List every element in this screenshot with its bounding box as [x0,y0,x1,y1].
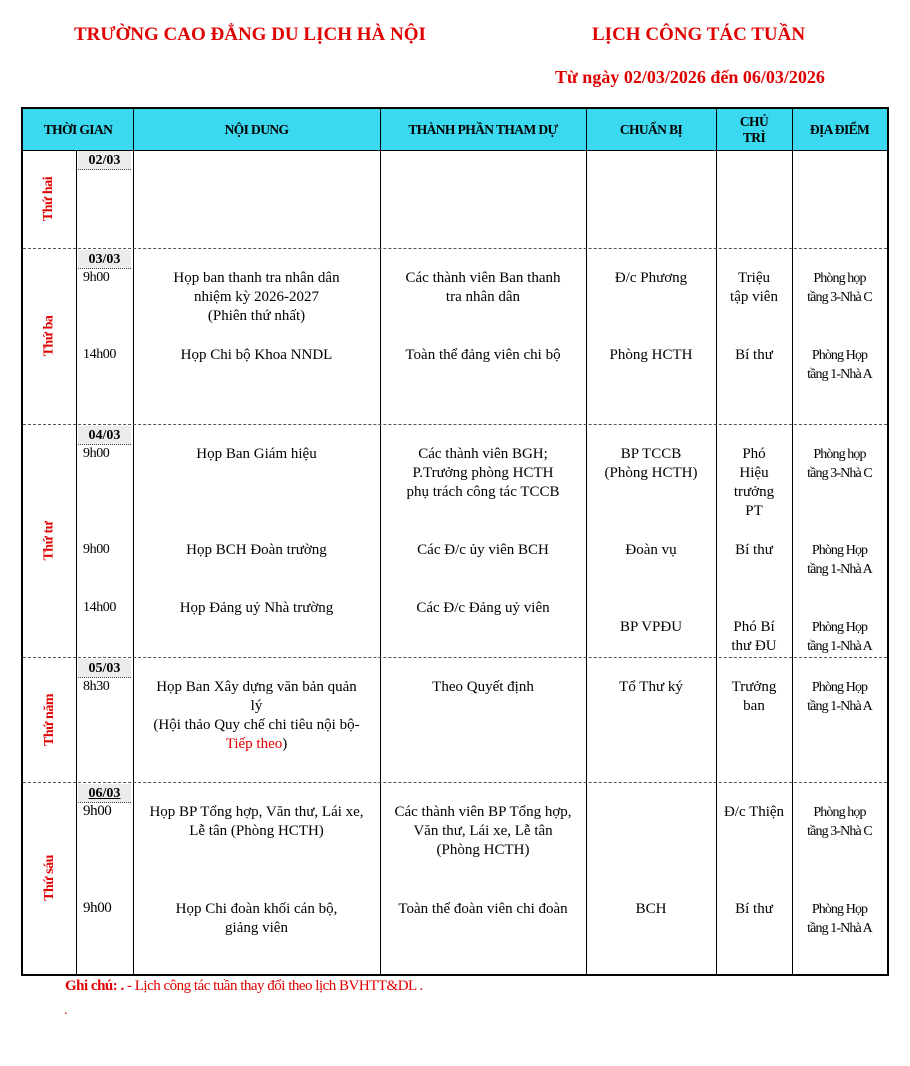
date-tuesday: 03/03 [78,250,131,269]
event-location: Phòng Họp tầng 1-Nhà A [807,543,872,577]
col-header-participants: THÀNH PHẦN THAM DỰ [408,121,558,137]
footnote-dot: . [64,1003,68,1018]
event-content: Họp BCH Đoàn trường [186,542,327,558]
date-friday: 06/03 [78,784,131,803]
date-wednesday: 04/03 [78,426,131,445]
event-time: 8h30 [83,679,110,694]
day-label-monday: Thứ hai [41,176,57,222]
day-label-thursday: Thứ năm [41,693,57,746]
footnote [65,978,423,995]
event-participants: Các thành viên BP Tổng hợp, Văn thư, Lái xe, Lễ tân (Phòng HCTH) [394,804,572,858]
table-header-row [23,109,887,151]
event-participants: Các thành viên BGH; P.Trưởng phòng HCTH phụ trách công tác TCCB [406,446,560,500]
event-content: Họp Chi đoàn khối cán bộ, giảng viên [175,901,338,936]
event-prepare: BP TCCB (Phòng HCTH) [604,446,698,481]
event-content: Họp Chi bộ Khoa NNDL [180,347,333,363]
day-separator [23,782,887,783]
event-prepare: Đ/c Phương [614,270,688,286]
col-header-chair [716,109,792,150]
event-participants: Các Đ/c Đảng uỷ viên [416,600,550,616]
event-time: 14h00 [83,347,117,362]
event-content: Họp BP Tổng hợp, Văn thư, Lái xe, Lễ tân (Phòng HCTH) [149,804,364,839]
event-content: Họp Ban Xây dựng văn bản quản lý (Hội thảo Quy chế chi tiêu nội bộ- Tiếp theo) [153,679,360,752]
event-prepare: Đoàn vụ [625,542,677,558]
school-name: TRƯỜNG CAO ĐẲNG DU LỊCH HÀ NỘI [74,24,426,45]
event-participants: Toàn thể đảng viên chi bộ [405,347,561,363]
event-location: Phòng Họp tầng 1-Nhà A [807,902,872,936]
event-participants: Các thành viên Ban thanh tra nhân dân [405,270,561,305]
footnote-text: - Lịch công tác tuần thay đổi theo lịch BVHTT&DL . [123,978,423,994]
event-content: Họp Đảng uỷ Nhà trường [179,600,334,616]
date-range: Từ ngày 02/03/2026 đến 06/03/2026 [555,67,825,87]
event-location: Phòng họp tầng 3-Nhà C [807,271,872,305]
event-chair: Triệu tập viên [730,270,778,305]
event-prepare: Phòng HCTH [609,347,693,363]
day-separator [23,424,887,425]
day-label-friday: Thứ sáu [41,855,57,901]
col-header-chair-line2: TRÌ [742,129,766,145]
event-chair: Bí thư [735,901,773,917]
event-time: 9h00 [83,900,112,916]
event-chair: Đ/c Thiện [723,804,785,820]
event-chair: Phó Bí thư ĐU [731,619,777,654]
event-prepare: BP VPĐU [619,619,683,635]
footnote-label: Ghi chú: . [65,978,124,994]
col-header-content: NỘI DUNG [224,121,289,137]
col-header-time: THỜI GIAN [43,121,113,137]
event-location: Phòng Họp tầng 1-Nhà A [807,680,872,714]
event-time: 9h00 [83,270,110,285]
schedule-title: LỊCH CÔNG TÁC TUẦN [592,24,806,45]
event-prepare: Tổ Thư ký [619,679,683,695]
event-participants: Các Đ/c ủy viên BCH [417,542,549,558]
event-location: Phòng Họp tầng 1-Nhà A [807,620,872,654]
event-participants: Toàn thể đoàn viên chi đoàn [398,901,568,917]
event-content: Họp Ban Giám hiệu [196,446,317,462]
event-location: Phòng họp tầng 3-Nhà C [807,805,872,839]
event-chair: Phó Hiệu trưởng PT [733,446,775,519]
event-content: Họp ban thanh tra nhân dân nhiệm kỳ 2026-2027 (Phiên thứ nhất) [173,270,340,324]
day-label-tuesday: Thứ ba [41,315,57,357]
event-time: 14h00 [83,600,117,615]
day-separator [23,248,887,249]
date-thursday: 05/03 [78,659,131,678]
col-header-prepare: CHUẨN BỊ [619,121,683,137]
day-separator [23,657,887,658]
divider-day [76,150,77,974]
day-label-wednesday: Thứ tư [41,520,57,561]
col-header-location: ĐỊA ĐIỂM [809,121,870,137]
event-prepare: BCH [635,901,667,917]
date-monday: 02/03 [78,151,131,170]
event-chair: Trưởng ban [731,679,777,714]
event-location: Phòng Họp tầng 1-Nhà A [807,348,872,382]
event-time: 9h00 [83,542,110,557]
event-participants: Theo Quyết định [432,679,534,695]
event-chair: Bí thư [735,347,773,363]
event-time: 9h00 [83,803,112,819]
event-location: Phòng họp tầng 3-Nhà C [807,447,872,481]
event-chair: Bí thư [735,542,773,558]
continued-note: Tiếp theo [225,736,283,752]
event-time: 9h00 [83,446,110,461]
schedule-table [21,107,889,976]
col-header-chair-line1: CHỦ [739,113,769,129]
